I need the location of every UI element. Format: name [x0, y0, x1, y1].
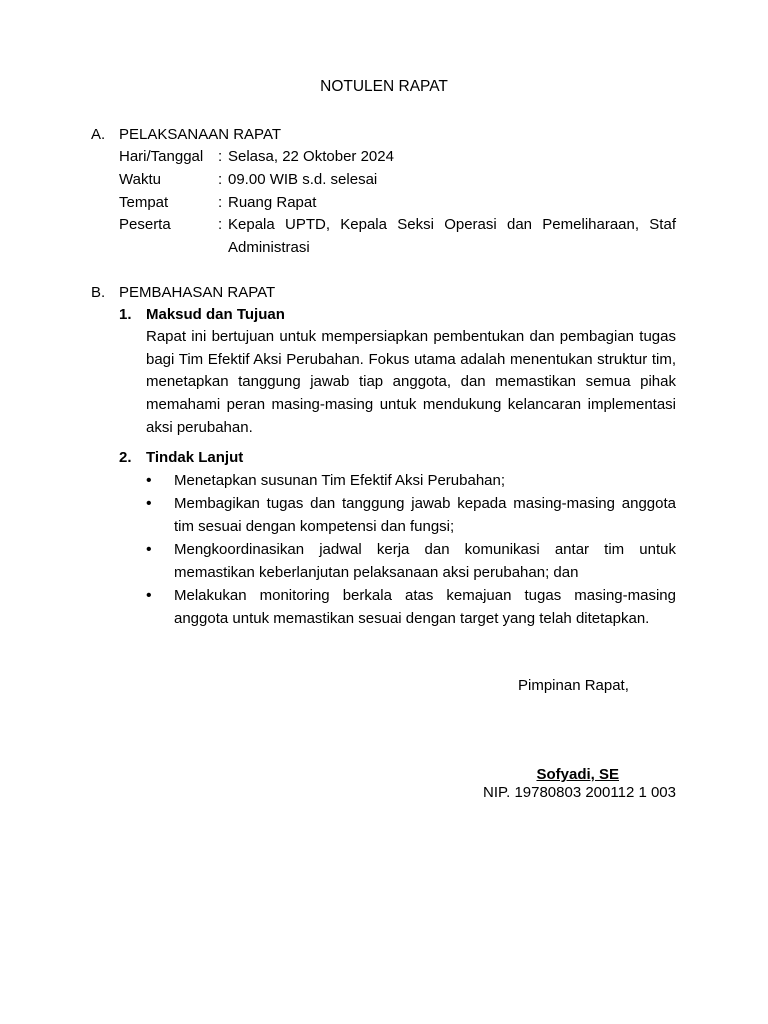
section-a-heading: [91, 125, 281, 145]
info-value: Ruang Rapat: [228, 194, 317, 211]
info-colon: :: [218, 171, 223, 188]
info-label: Waktu: [119, 171, 161, 188]
signature-title: Pimpinan Rapat,: [518, 677, 629, 694]
bullet-icon: •: [146, 472, 152, 489]
subsection-2-heading: [119, 448, 243, 468]
section-b-letter: B.: [91, 284, 106, 301]
list-item-text: Membagikan tugas dan tanggung jawab kepada masing-masing anggota tim sesuai dengan kompetensi dan fungsi;: [174, 495, 676, 535]
info-colon: :: [218, 216, 223, 233]
section-b-heading: [91, 283, 275, 303]
info-colon: :: [218, 194, 223, 211]
subsection-2-number: 2.: [119, 449, 132, 466]
document-title: NOTULEN RAPAT: [320, 78, 448, 95]
info-label: Hari/Tanggal: [119, 148, 204, 165]
purpose-paragraph: Rapat ini bertujuan untuk mempersiapkan pembentukan dan pembagian tugas bagi Tim Efektif Aksi Perubahan. Fokus utama adalah menentukan struktur tim, menetapkan tanggung jawab tiap anggota, dan memastikan semua pihak memahami peran masing-masing untuk mendukung kelancaran implementasi aksi perubahan.: [146, 328, 676, 436]
subsection-1-title: Maksud dan Tujuan: [146, 306, 285, 323]
section-a-title: PELAKSANAAN RAPAT: [119, 126, 281, 143]
info-label: Tempat: [119, 194, 169, 211]
info-colon: :: [218, 148, 223, 165]
subsection-1-heading: [119, 305, 285, 325]
info-value: Selasa, 22 Oktober 2024: [228, 148, 394, 165]
info-label: Peserta: [119, 216, 171, 233]
list-item-text: Melakukan monitoring berkala atas kemajuan tugas masing-masing anggota untuk memastikan sesuai dengan target yang telah ditetapkan.: [174, 587, 676, 627]
list-item-text: Menetapkan susunan Tim Efektif Aksi Perubahan;: [174, 472, 506, 489]
signatory-nip: NIP. 19780803 200112 1 003: [483, 784, 676, 801]
list-item-text: Mengkoordinasikan jadwal kerja dan komunikasi antar tim untuk memastikan keberlanjutan pelaksanaan aksi perubahan; dan: [174, 541, 676, 581]
section-b-title: PEMBAHASAN RAPAT: [119, 284, 276, 301]
info-value: Kepala UPTD, Kepala Seksi Operasi dan Pemeliharaan, Staf Administrasi: [228, 216, 676, 256]
subsection-1-number: 1.: [119, 306, 132, 323]
info-value: 09.00 WIB s.d. selesai: [228, 171, 378, 188]
bullet-icon: •: [146, 541, 152, 558]
bullet-icon: •: [146, 495, 152, 512]
signatory-name: Sofyadi, SE: [536, 766, 619, 783]
section-a-letter: A.: [91, 126, 106, 143]
subsection-2-title: Tindak Lanjut: [146, 449, 244, 466]
bullet-icon: •: [146, 587, 152, 604]
